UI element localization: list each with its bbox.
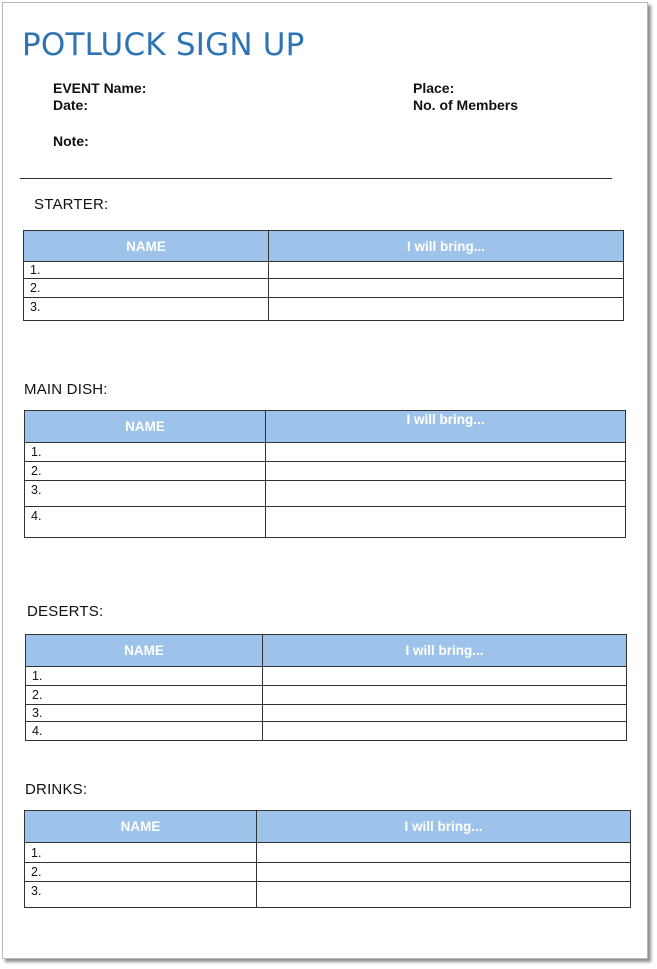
row-number: 2. — [25, 462, 266, 481]
row-number: 1. — [26, 667, 263, 686]
bring-cell[interactable] — [266, 443, 626, 462]
bring-cell[interactable] — [269, 279, 624, 298]
table-row — [24, 279, 624, 298]
table-deserts — [25, 634, 627, 741]
column-header-name: NAME — [26, 635, 263, 667]
table-row — [25, 462, 626, 481]
table-row — [25, 507, 626, 538]
table-row — [25, 481, 626, 507]
table-row — [25, 843, 631, 863]
table-row — [24, 262, 624, 279]
table-main-dish — [24, 410, 626, 538]
table-row — [25, 443, 626, 462]
row-number: 1. — [24, 262, 269, 279]
table-drinks — [24, 810, 631, 908]
column-header-name: NAME — [24, 231, 269, 262]
section-label-main-dish: MAIN DISH: — [24, 381, 108, 398]
members-label: No. of Members — [413, 97, 519, 113]
bring-cell[interactable] — [263, 667, 627, 686]
table-row — [26, 686, 627, 705]
place-label: Place: — [413, 80, 455, 96]
column-header-name: NAME — [25, 411, 266, 443]
row-number: 3. — [25, 481, 266, 507]
table-starter — [23, 230, 624, 321]
column-header-bring: I will bring... — [269, 231, 624, 262]
bring-cell[interactable] — [266, 507, 626, 538]
section-label-deserts: DESERTS: — [27, 603, 104, 620]
row-number: 3. — [24, 298, 269, 321]
bring-cell[interactable] — [257, 863, 631, 882]
bring-cell[interactable] — [269, 298, 624, 321]
row-number: 4. — [25, 507, 266, 538]
row-number: 2. — [24, 279, 269, 298]
row-number: 4. — [26, 722, 263, 741]
bring-cell[interactable] — [263, 705, 627, 722]
page-title: POTLUCK SIGN UP — [22, 27, 305, 63]
row-number: 2. — [26, 686, 263, 705]
date-label: Date: — [53, 97, 89, 113]
event-name-label: EVENT Name: — [53, 80, 147, 96]
row-number: 1. — [25, 843, 257, 863]
table-row — [26, 722, 627, 741]
column-header-bring: I will bring... — [263, 635, 627, 667]
section-label-starter: STARTER: — [34, 196, 109, 213]
section-label-drinks: DRINKS: — [25, 781, 88, 798]
row-number: 3. — [26, 705, 263, 722]
table-row — [26, 667, 627, 686]
table-row — [26, 705, 627, 722]
bring-cell[interactable] — [263, 686, 627, 705]
header-divider — [20, 178, 612, 179]
table-row — [24, 298, 624, 321]
row-number: 2. — [25, 863, 257, 882]
bring-cell[interactable] — [266, 481, 626, 507]
table-row — [25, 863, 631, 882]
bring-cell[interactable] — [266, 462, 626, 481]
bring-cell[interactable] — [269, 262, 624, 279]
column-header-bring: I will bring... — [257, 811, 631, 843]
column-header-name: NAME — [25, 811, 257, 843]
column-header-bring: I will bring... — [266, 411, 626, 443]
note-label: Note: — [53, 133, 89, 149]
table-row — [25, 882, 631, 908]
row-number: 3. — [25, 882, 257, 908]
bring-cell[interactable] — [257, 843, 631, 863]
bring-cell[interactable] — [257, 882, 631, 908]
bring-cell[interactable] — [263, 722, 627, 741]
row-number: 1. — [25, 443, 266, 462]
